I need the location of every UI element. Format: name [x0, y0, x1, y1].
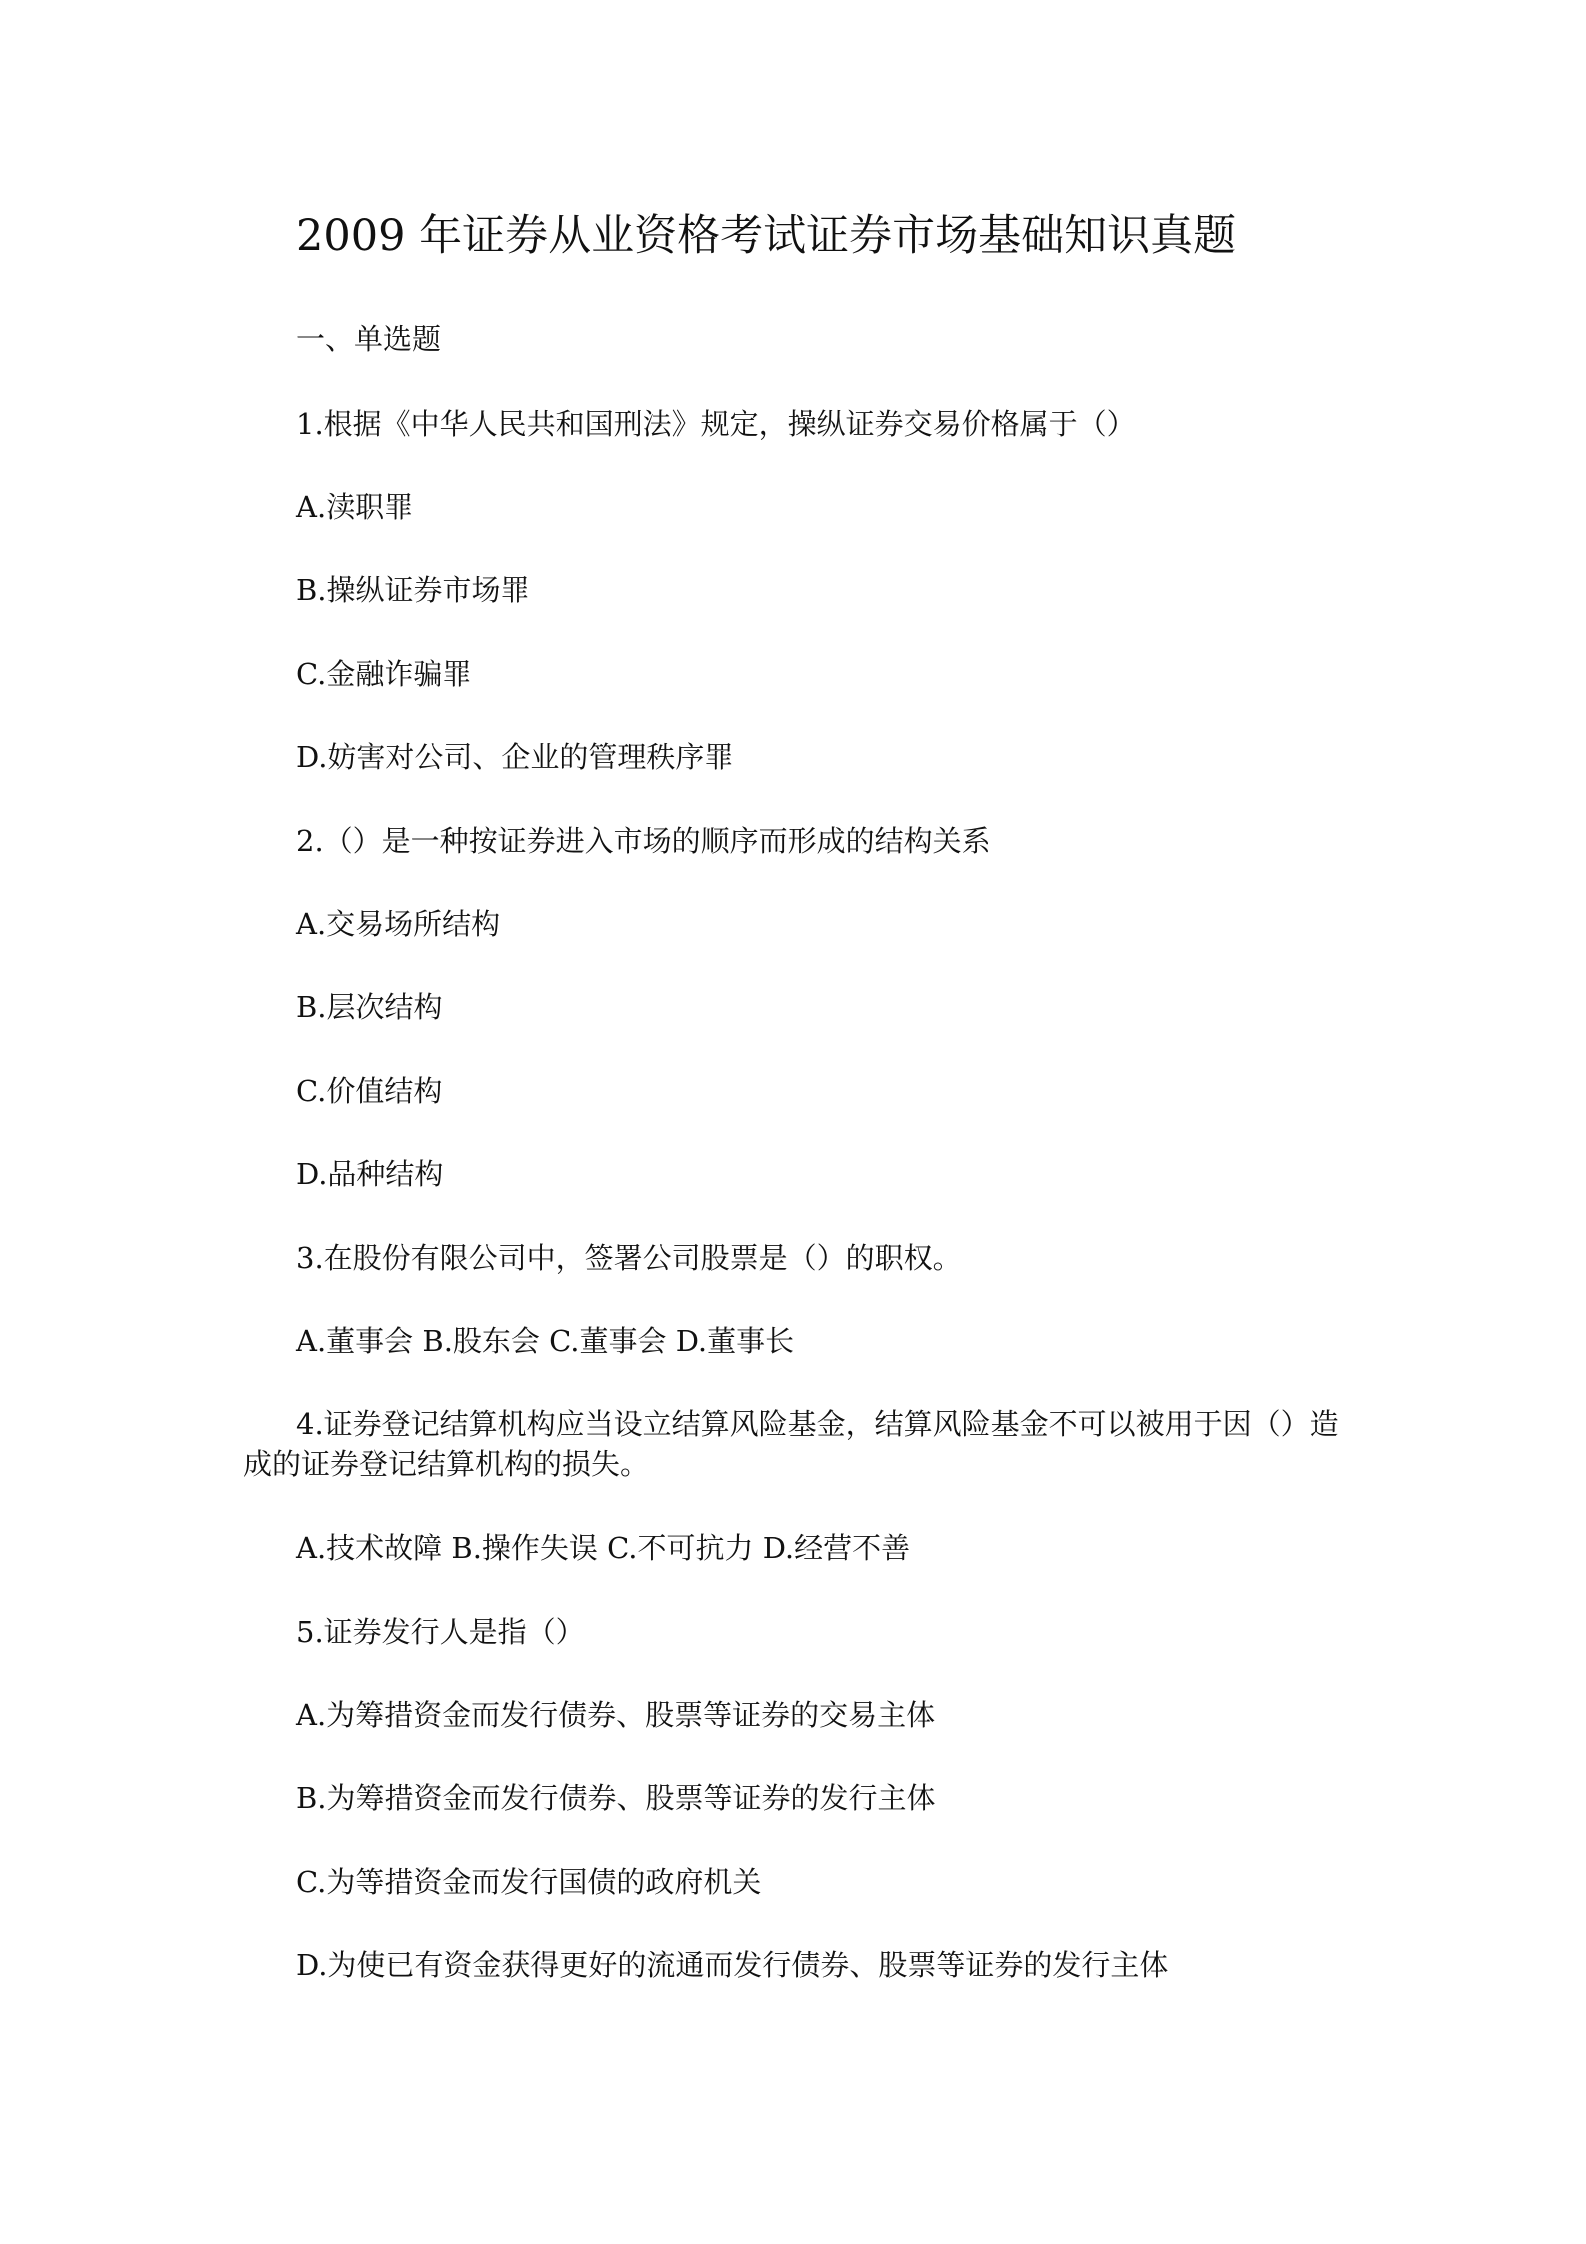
question-5-option-d: D.为使已有资金获得更好的流通而发行债券、股票等证券的发行主体 — [296, 1948, 1169, 1982]
question-2-option-a: A.交易场所结构 — [296, 907, 501, 941]
question-5-stem: 5.证券发行人是指（） — [296, 1615, 585, 1649]
question-4-stem: 4.证券登记结算机构应当设立结算风险基金，结算风险基金不可以被用于因（）造成的证券登记结算机构的损失。 — [243, 1407, 1339, 1481]
section-heading: 一、单选题 — [296, 322, 442, 356]
question-3-options: A.董事会 B.股东会 C.董事会 D.董事长 — [296, 1324, 795, 1358]
question-5-option-b: B.为筹措资金而发行债券、股票等证券的发行主体 — [296, 1781, 936, 1815]
question-1-option-c: C.金融诈骗罪 — [296, 657, 472, 691]
question-1-option-d: D.妨害对公司、企业的管理秩序罪 — [296, 740, 734, 774]
document-title: 2009 年证券从业资格考试证券市场基础知识真题 — [296, 211, 1237, 261]
question-2-stem: 2.（）是一种按证券进入市场的顺序而形成的结构关系 — [296, 824, 991, 858]
question-2-option-d: D.品种结构 — [296, 1157, 444, 1191]
question-3-stem: 3.在股份有限公司中，签署公司股票是（）的职权。 — [296, 1241, 962, 1275]
question-1-option-a: A.渎职罪 — [296, 490, 414, 524]
question-2-option-c: C.价值结构 — [296, 1074, 443, 1108]
question-1-option-b: B.操纵证券市场罪 — [296, 573, 530, 607]
question-5-option-c: C.为等措资金而发行国债的政府机关 — [296, 1865, 762, 1899]
question-2-option-b: B.层次结构 — [296, 990, 443, 1024]
question-4-options: A.技术故障 B.操作失误 C.不可抗力 D.经营不善 — [296, 1531, 911, 1565]
question-5-option-a: A.为筹措资金而发行债券、股票等证券的交易主体 — [296, 1698, 936, 1732]
question-1-stem: 1.根据《中华人民共和国刑法》规定，操纵证券交易价格属于（） — [296, 407, 1136, 441]
